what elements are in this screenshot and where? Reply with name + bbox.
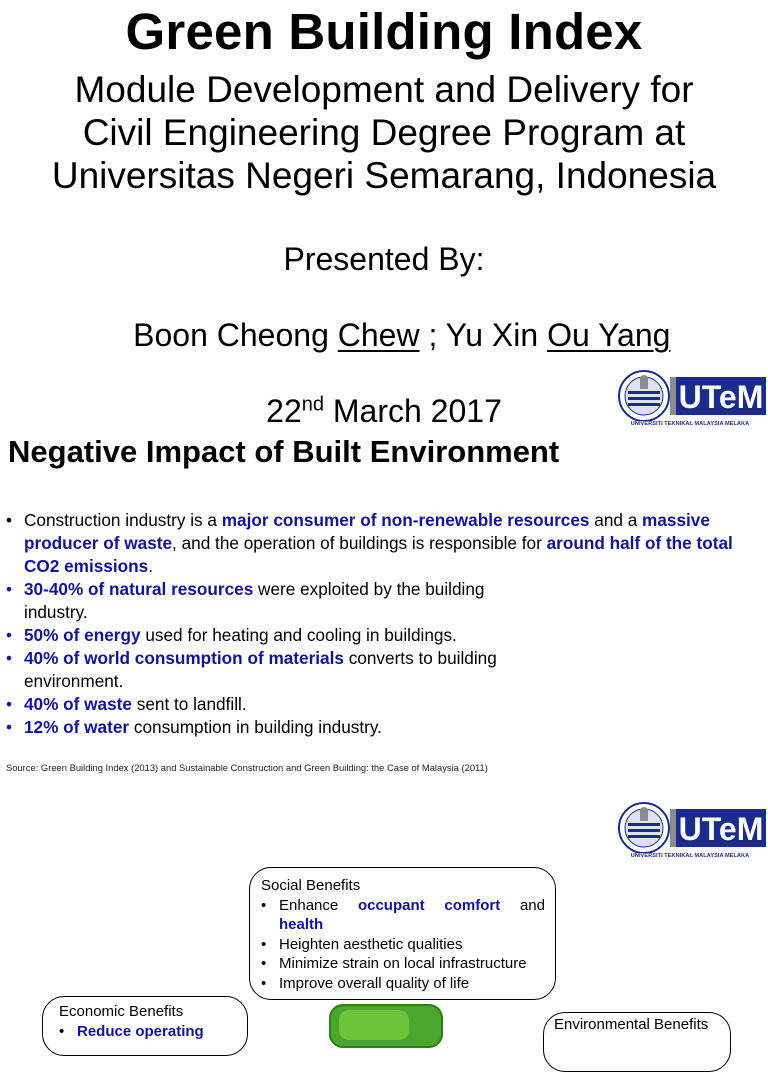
name-separator: ; bbox=[419, 317, 446, 353]
bullet-text: environment. bbox=[24, 671, 124, 691]
bullet-icon: • bbox=[59, 1022, 65, 1040]
bullet-text: . bbox=[148, 556, 153, 576]
bullet-highlight: 30-40% of natural resources bbox=[24, 579, 254, 599]
bullet-icon: • bbox=[6, 717, 13, 737]
bullet-highlight: 40% of world consumption of materials bbox=[24, 648, 344, 668]
bullet-icon: • bbox=[6, 625, 13, 645]
bullet-highlight: around half of the total CO2 emissions bbox=[24, 533, 733, 576]
bullet-highlight: health bbox=[279, 916, 324, 933]
bullet-text: , and the operation of buildings is responsible for bbox=[172, 533, 547, 553]
green-cycle-graphic bbox=[329, 1004, 443, 1048]
bullet-text: sent to landfill. bbox=[131, 694, 247, 714]
list-item bbox=[6, 693, 766, 716]
date-day: 22 bbox=[266, 393, 302, 429]
subtitle-line: Civil Engineering Degree Program at bbox=[82, 112, 686, 153]
logo-caption: UNIVERSITI TEKNIKAL MALAYSIA MELAKA bbox=[630, 421, 750, 427]
page-title: Green Building Index bbox=[125, 3, 643, 60]
presenter1-given-name: Boon Cheong bbox=[133, 317, 338, 353]
list-item bbox=[261, 974, 545, 994]
bullet-icon: • bbox=[6, 579, 13, 599]
bullet-icon: • bbox=[261, 896, 267, 914]
bullet-icon: • bbox=[6, 694, 13, 714]
bullet-icon: • bbox=[261, 955, 267, 972]
social-benefits-title: Social Benefits bbox=[261, 877, 361, 894]
bullet-text: and bbox=[519, 896, 545, 914]
list-item bbox=[6, 509, 766, 578]
economic-benefits-title: Economic Benefits bbox=[59, 1003, 184, 1020]
bullet-text: converts to building bbox=[343, 648, 497, 668]
list-item bbox=[261, 935, 545, 955]
section-title: Negative Impact of Built Environment bbox=[8, 434, 560, 469]
list-item bbox=[261, 954, 545, 974]
justified-line bbox=[279, 896, 545, 916]
bullet-highlight: massive producer of waste bbox=[24, 510, 710, 553]
bullet-text: consumption in building industry. bbox=[129, 717, 382, 737]
bullet-icon: • bbox=[261, 935, 267, 953]
bullet-highlight: major consumer of non-renewable resources bbox=[221, 510, 590, 530]
green-cycle-highlight bbox=[339, 1010, 409, 1040]
bullet-text: and a bbox=[589, 510, 643, 530]
bullet-highlight: occupant bbox=[357, 896, 425, 914]
bullet-highlight: 40% of waste bbox=[24, 694, 132, 714]
utem-emblem-icon bbox=[614, 801, 766, 853]
bullet-text: industry. bbox=[24, 602, 88, 622]
presenter2-given-name: Yu Xin bbox=[445, 317, 548, 353]
bullet-highlight: comfort bbox=[444, 896, 501, 914]
svg-text:UTeM: UTeM bbox=[678, 379, 764, 415]
bullet-icon: • bbox=[6, 648, 13, 668]
logo-caption: UNIVERSITI TEKNIKAL MALAYSIA MELAKA bbox=[630, 853, 750, 859]
bullet-text: Heighten aesthetic qualities bbox=[279, 935, 463, 953]
utem-emblem-icon bbox=[614, 369, 766, 421]
bullet-text: used for heating and cooling in buildings. bbox=[140, 625, 457, 645]
utem-logo bbox=[614, 801, 766, 863]
presenter1-family-name: Chew bbox=[337, 317, 420, 353]
bullet-highlight: Reduce operating bbox=[77, 1022, 204, 1040]
bullet-icon: • bbox=[6, 510, 13, 530]
bullet-icon: • bbox=[261, 974, 267, 992]
subtitle-line: Universitas Negeri Semarang, Indonesia bbox=[51, 155, 717, 196]
economic-benefits-box bbox=[42, 996, 248, 1056]
list-item bbox=[6, 647, 766, 693]
utem-logo bbox=[614, 369, 766, 431]
bullet-highlight: 50% of energy bbox=[24, 625, 141, 645]
list-item bbox=[59, 1022, 237, 1042]
economic-benefits-list bbox=[59, 1022, 237, 1042]
svg-text:UTeM: UTeM bbox=[678, 811, 764, 847]
subtitle bbox=[0, 68, 768, 197]
list-item bbox=[6, 578, 766, 624]
list-item bbox=[6, 624, 766, 647]
date-suffix: nd bbox=[301, 393, 324, 416]
source-note: Source: Green Building Index (2013) and Sustainable Construction and Green Building: the Case of Malaysia (2011) bbox=[6, 762, 488, 773]
list-item bbox=[261, 896, 545, 935]
presenter2-family-name: Ou Yang bbox=[547, 317, 671, 353]
bullet-text: Improve overall quality of life bbox=[279, 974, 470, 992]
environmental-benefits-box bbox=[543, 1012, 731, 1072]
bullet-text: Enhance bbox=[279, 896, 339, 914]
list-item bbox=[6, 716, 766, 739]
subtitle-line: Module Development and Delivery for bbox=[74, 69, 694, 110]
date-rest: March 2017 bbox=[323, 393, 502, 429]
bullet-highlight: 12% of water bbox=[24, 717, 130, 737]
bullet-text: were exploited by the building bbox=[253, 579, 485, 599]
presented-by-label: Presented By: bbox=[283, 241, 485, 277]
impact-bullet-list bbox=[6, 509, 766, 739]
social-benefits-list bbox=[261, 896, 545, 994]
social-benefits-box bbox=[249, 867, 556, 1000]
environmental-benefits-title: Environmental Benefits bbox=[554, 1016, 709, 1033]
bullet-text: Construction industry is a bbox=[24, 510, 222, 530]
bullet-text: Minimize strain on local infrastructure bbox=[279, 955, 527, 972]
